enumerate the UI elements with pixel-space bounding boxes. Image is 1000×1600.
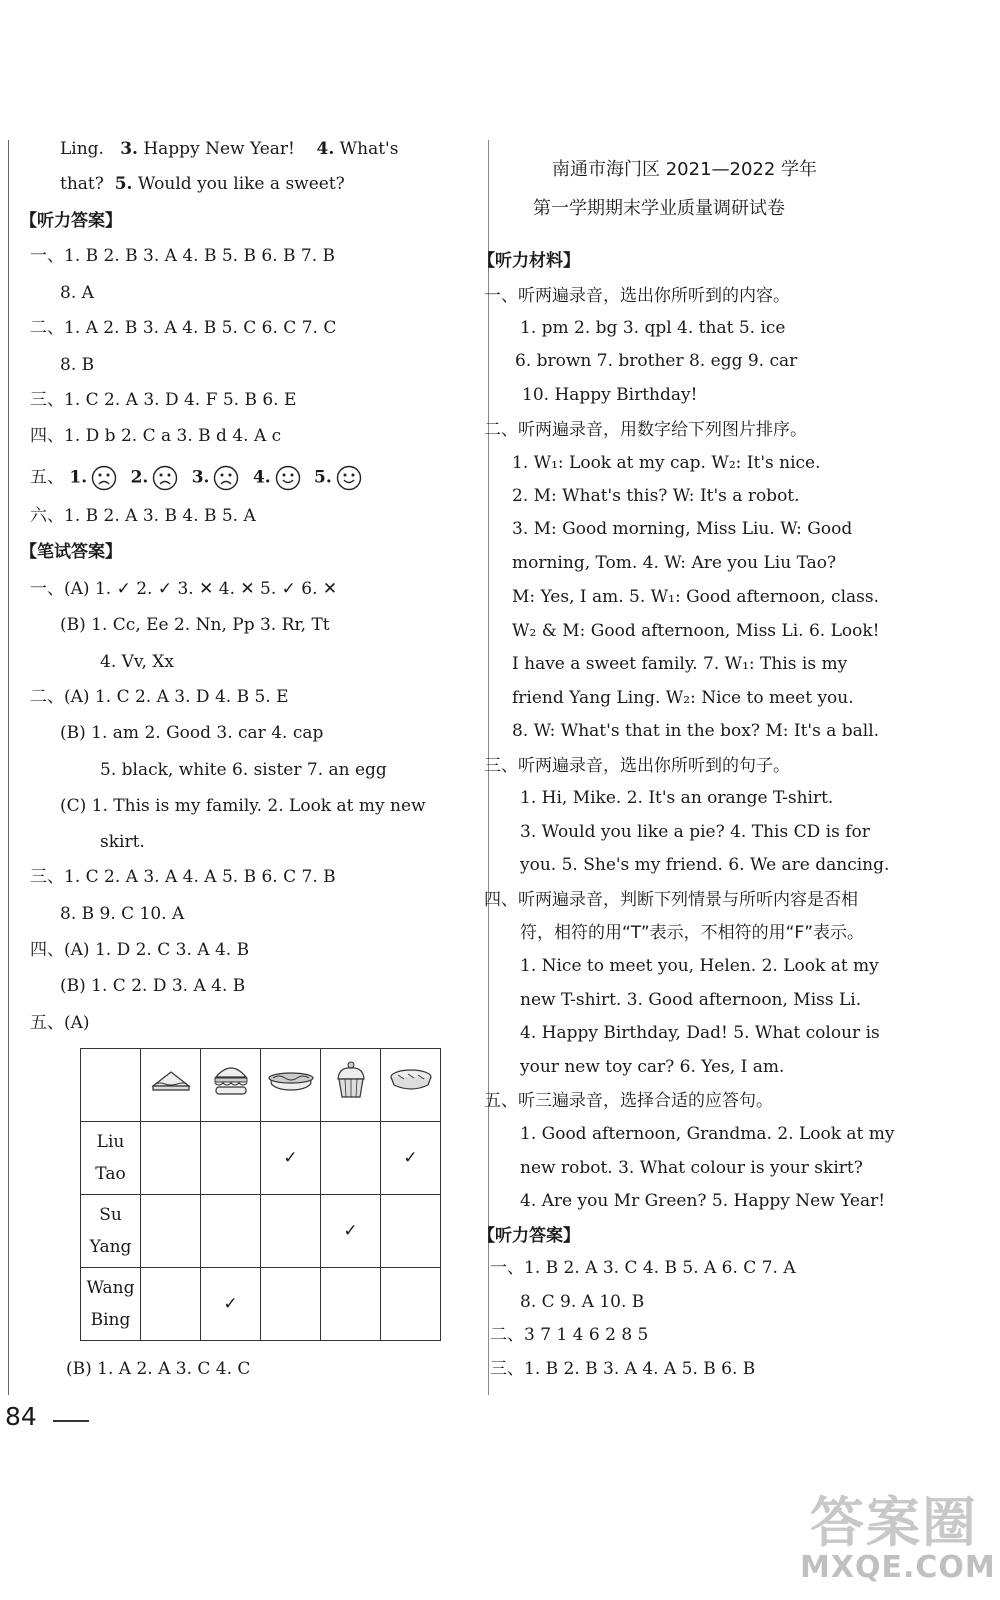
written-answer-1b: (B) 1. Cc, Ee 2. Nn, Pp 3. Rr, Tt: [60, 615, 330, 635]
section-3-heading: 三、听两遍录音，选出你所听到的句子。: [484, 756, 790, 776]
section-1-line-a: 1. pm 2. bg 3. qpl 4. that 5. ice: [520, 318, 786, 338]
section-2-line-f: W₂ & M: Good afternoon, Miss Li. 6. Look!: [512, 621, 880, 641]
watermark-text: 答案圈: [810, 1491, 978, 1554]
table-row: [81, 1122, 441, 1195]
listening-answer-header-right: 【听力答案】: [478, 1226, 580, 1246]
section-2-line-b: 2. M: What's this? W: It's a robot.: [512, 486, 800, 506]
written-answer-2b: (B) 1. am 2. Good 3. car 4. cap: [60, 723, 324, 743]
written-answer-1c: 4. Vv, Xx: [100, 652, 174, 672]
row-label: Liu Tao: [81, 1122, 141, 1195]
section-3-line-a: 1. Hi, Mike. 2. It's an orange T-shirt.: [520, 788, 834, 808]
check-mark-cell: ✓: [321, 1195, 381, 1268]
written-answer-5b: (B) 1. A 2. A 3. C 4. C: [66, 1359, 251, 1379]
section-2-line-c: 3. M: Good morning, Miss Liu. W: Good: [512, 519, 853, 539]
section-4-heading-b: 符，相符的用“T”表示，不相符的用“F”表示。: [520, 923, 865, 943]
row-label: Wang Bing: [81, 1268, 141, 1341]
watermark-url: MXQE.COM: [800, 1550, 996, 1585]
section-5-line-c: 4. Are you Mr Green? 5. Happy New Year!: [520, 1191, 886, 1211]
exam-title-line-1: 南通市海门区 2021—2022 学年: [552, 159, 818, 180]
listening-answer-6: 六、1. B 2. A 3. B 4. B 5. A: [30, 506, 256, 526]
table-cell: [321, 1122, 381, 1195]
listening-answer-5: 五、 1. 2. 3. 4. 5.: [30, 465, 370, 491]
section-1-heading: 一、听两遍录音，选出你所听到的内容。: [484, 286, 790, 306]
section-4-line-d: new T-shirt. 3. Good afternoon, Miss Li.: [520, 990, 862, 1010]
table-cell: [201, 1195, 261, 1268]
section-2-line-e: M: Yes, I am. 5. W₁: Good afternoon, class.: [512, 587, 880, 607]
section-5-heading: 五、听三遍录音，选择合适的应答句。: [484, 1091, 773, 1111]
page-number: 84: [5, 1402, 37, 1431]
food-preference-table: [80, 1048, 441, 1341]
written-answer-4b: (B) 1. C 2. D 3. A 4. B: [60, 976, 246, 996]
right-answer-1b: 8. C 9. A 10. B: [520, 1292, 645, 1312]
sad-face-icon: [91, 465, 117, 491]
sad-face-icon: [213, 465, 239, 491]
section-1-line-b: 6. brown 7. brother 8. egg 9. car: [515, 351, 798, 371]
check-mark-cell: ✓: [381, 1122, 441, 1195]
check-mark-cell: ✓: [201, 1268, 261, 1341]
section-5-line-a: 1. Good afternoon, Grandma. 2. Look at my: [520, 1124, 895, 1144]
section-4-line-f: your new toy car? 6. Yes, I am.: [520, 1057, 785, 1077]
listening-answer-3: 三、1. C 2. A 3. D 4. F 5. B 6. E: [30, 390, 297, 410]
right-answer-1a: 一、1. B 2. A 3. C 4. B 5. A 6. C 7. A: [490, 1258, 796, 1278]
listening-answer-1: 一、1. B 2. B 3. A 4. B 5. B 6. B 7. B: [30, 246, 336, 266]
listening-answer-2: 二、1. A 2. B 3. A 4. B 5. C 6. C 7. C: [30, 318, 337, 338]
table-header-row: [81, 1049, 441, 1122]
written-answer-4a: 四、(A) 1. D 2. C 3. A 4. B: [30, 940, 250, 960]
table-cell: [201, 1122, 261, 1195]
written-answer-1a: 一、(A) 1. ✓ 2. ✓ 3. ✕ 4. ✕ 5. ✓ 6. ✕: [30, 579, 338, 599]
written-answer-2e: skirt.: [100, 832, 145, 852]
written-answer-3a: 三、1. C 2. A 3. A 4. A 5. B 6. C 7. B: [30, 867, 336, 887]
hamburger-icon: [201, 1049, 261, 1122]
hotdog-icon: [261, 1049, 321, 1122]
section-2-line-a: 1. W₁: Look at my cap. W₂: It's nice.: [512, 453, 821, 473]
table-row: [81, 1195, 441, 1268]
page-number-dash: [53, 1420, 89, 1422]
section-4-heading-a: 四、听两遍录音，判断下列情景与所听内容是否相: [484, 890, 858, 910]
section-5-line-b: new robot. 3. What colour is your skirt?: [520, 1158, 863, 1178]
continued-line-1: Ling. 3. Happy New Year! 4. What's: [60, 139, 399, 159]
pie-icon: [381, 1049, 441, 1122]
section-3-line-c: you. 5. She's my friend. 6. We are dancing.: [520, 855, 890, 875]
listening-answer-2-cont: 8. B: [60, 355, 95, 375]
cupcake-icon: [321, 1049, 381, 1122]
written-answer-2a: 二、(A) 1. C 2. A 3. D 4. B 5. E: [30, 687, 289, 707]
section-2-line-g: I have a sweet family. 7. W₁: This is my: [512, 654, 848, 674]
check-mark-cell: ✓: [261, 1122, 321, 1195]
right-answer-2: 二、3 7 1 4 6 2 8 5: [490, 1325, 649, 1345]
table-cell: [141, 1195, 201, 1268]
left-margin-rule: [8, 140, 9, 1395]
table-cell: [261, 1195, 321, 1268]
section-2-line-d: morning, Tom. 4. W: Are you Liu Tao?: [512, 553, 837, 573]
written-answer-2c: 5. black, white 6. sister 7. an egg: [100, 760, 387, 780]
row-label: Su Yang: [81, 1195, 141, 1268]
watermark-logo: [790, 1480, 996, 1595]
listening-answer-4: 四、1. D b 2. C a 3. B d 4. A c: [30, 426, 282, 446]
happy-face-icon: [275, 465, 301, 491]
listening-answers-header: 【听力答案】: [20, 211, 122, 231]
written-answer-5a: 五、(A): [30, 1013, 90, 1033]
written-answers-header: 【笔试答案】: [20, 542, 122, 562]
section-2-heading: 二、听两遍录音，用数字给下列图片排序。: [484, 420, 807, 440]
right-answer-3: 三、1. B 2. B 3. A 4. A 5. B 6. B: [490, 1359, 756, 1379]
table-cell: [381, 1268, 441, 1341]
section-4-line-e: 4. Happy Birthday, Dad! 5. What colour is: [520, 1023, 880, 1043]
listening-material-header: 【听力材料】: [478, 251, 580, 271]
table-corner-cell: [81, 1049, 141, 1122]
written-answer-2d: (C) 1. This is my family. 2. Look at my new: [60, 796, 426, 816]
sandwich-icon: [141, 1049, 201, 1122]
section-3-line-b: 3. Would you like a pie? 4. This CD is for: [520, 822, 870, 842]
sad-face-icon: [152, 465, 178, 491]
table-cell: [381, 1195, 441, 1268]
continued-line-2: that? 5. Would you like a sweet?: [60, 174, 345, 194]
section-2-line-h: friend Yang Ling. W₂: Nice to meet you.: [512, 688, 854, 708]
written-answer-3b: 8. B 9. C 10. A: [60, 904, 185, 924]
listening-answer-1-cont: 8. A: [60, 283, 94, 303]
section-2-line-i: 8. W: What's that in the box? M: It's a ball.: [512, 721, 880, 741]
section-4-line-c: 1. Nice to meet you, Helen. 2. Look at my: [520, 956, 879, 976]
table-cell: [321, 1268, 381, 1341]
happy-face-icon: [336, 465, 362, 491]
table-row: [81, 1268, 441, 1341]
section-1-line-c: 10. Happy Birthday!: [522, 385, 698, 405]
exam-title-line-2: 第一学期期末学业质量调研试卷: [533, 198, 785, 219]
table-cell: [141, 1268, 201, 1341]
table-cell: [261, 1268, 321, 1341]
table-cell: [141, 1122, 201, 1195]
